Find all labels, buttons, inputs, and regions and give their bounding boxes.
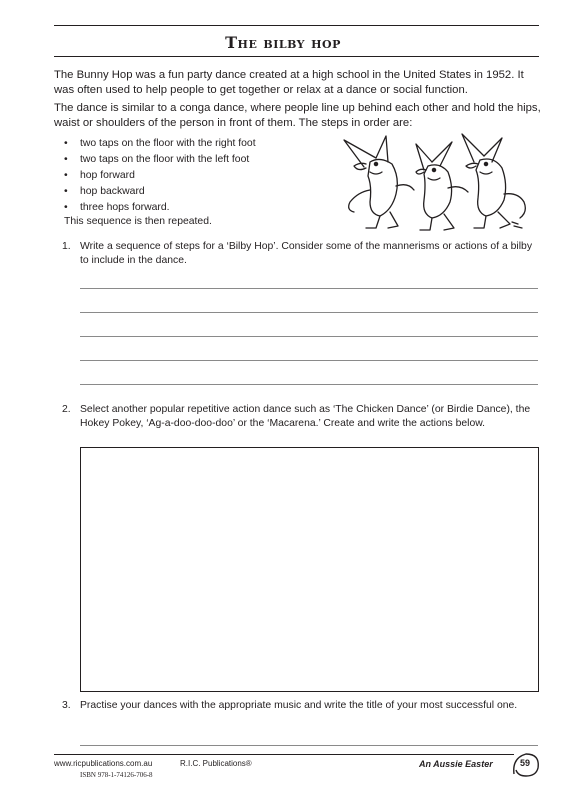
answer-line[interactable] <box>80 745 538 746</box>
footer-book-title: An Aussie Easter <box>419 759 493 769</box>
intro-paragraph-2: The dance is similar to a conga dance, where people line up behind each other and hold the hips, waist or shoulders of the person in front of them. The steps in order are: <box>54 102 541 129</box>
top-rule <box>54 25 539 26</box>
list-item: • hop backward <box>64 184 256 200</box>
question-number: 1. <box>62 241 71 252</box>
list-item: • three hops forward. <box>64 200 256 216</box>
question-text: Select another popular repetitive action dance such as ‘The Chicken Dance’ (or Birdie Dance), the Hokey Pokey, ‘Ag-a-doo-doo-doo’ or the ‘Macarena.’ Create and write the actions below. <box>80 404 531 429</box>
sequence-note: This sequence is then repeated. <box>64 216 212 227</box>
page-number-badge <box>510 750 542 778</box>
answer-line[interactable] <box>80 288 538 289</box>
intro-paragraph-1: The Bunny Hop was a fun party dance created at a high school in the United States in 1952. It was often used to help people to get together or relax at a dance or social function. <box>54 69 524 96</box>
page-title: The bilby hop <box>225 33 341 52</box>
list-item: • two taps on the floor with the left foot <box>64 152 256 168</box>
footer-rule <box>54 754 514 755</box>
answer-line[interactable] <box>80 336 538 337</box>
footer-website: www.ricpublications.com.au <box>54 759 153 768</box>
question-number: 2. <box>62 404 71 415</box>
footer-isbn: ISBN 978-1-74126-706-8 <box>80 771 153 779</box>
question-text: Practise your dances with the appropriate music and write the title of your most successful one. <box>80 700 518 711</box>
title-rule <box>54 56 539 57</box>
answer-box[interactable] <box>80 447 539 692</box>
answer-line[interactable] <box>80 312 538 313</box>
footer-publisher: R.I.C. Publications® <box>180 759 252 768</box>
answer-line[interactable] <box>80 384 538 385</box>
dance-steps-list <box>64 136 256 216</box>
list-item: • two taps on the floor with the right foot <box>64 136 256 152</box>
list-item: • hop forward <box>64 168 256 184</box>
question-text: Write a sequence of steps for a ‘Bilby Hop’. Consider some of the mannerisms or actions of a bilby to include in the dance. <box>80 241 533 266</box>
question-number: 3. <box>62 700 71 711</box>
bilby-illustration-icon <box>336 132 531 232</box>
page-number: 59 <box>519 758 530 768</box>
answer-line[interactable] <box>80 360 538 361</box>
